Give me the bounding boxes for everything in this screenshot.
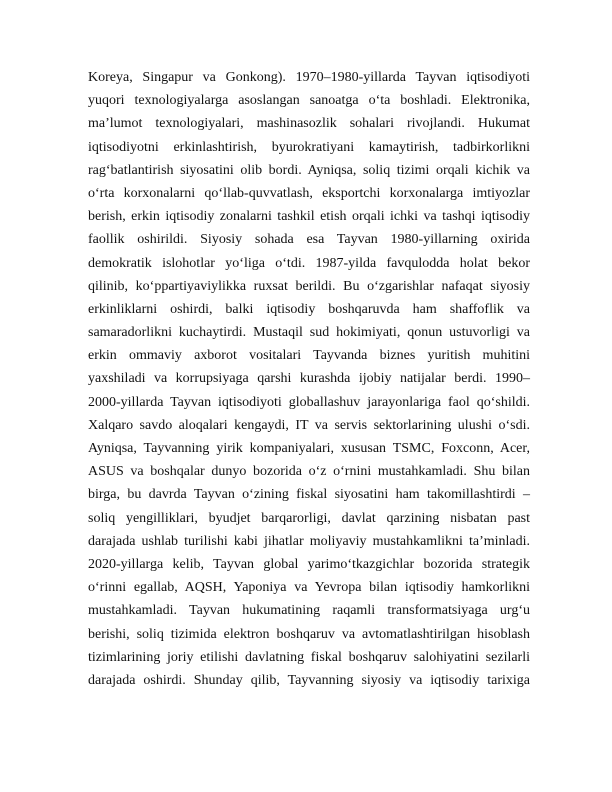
text-line: berish, erkin iqtisodiy zonalarni tashkil etish orqali ichki va tashqi iqtisodiy bbox=[88, 209, 530, 225]
text-line: samaradorlikni kuchaytirdi. Mustaqil sud hokimiyati, qonun ustuvorligi va bbox=[88, 325, 530, 341]
text-line: o‘rinni egallab, AQSH, Yaponiya va Yevropa bilan iqtisodiy hamkorlikni bbox=[88, 580, 530, 596]
text-line: demokratik islohotlar yo‘liga o‘tdi. 1987-yilda favqulodda holat bekor bbox=[88, 255, 530, 271]
text-line: tizimlarining joriy etilishi davlatning fiskal boshqaruv salohiyatini sezilarli bbox=[88, 649, 530, 665]
text-line: rag‘batlantirish siyosatini olib bordi. Ayniqsa, soliq tizimi orqali kichik va bbox=[88, 162, 530, 178]
text-line: qilinib, ko‘ppartiyaviylikka ruxsat berildi. Bu o‘zgarishlar nafaqat siyosiy bbox=[88, 278, 530, 294]
text-line: yaxshiladi va korrupsiyaga qarshi kurashda ijobiy natijalar berdi. 1990– bbox=[88, 371, 530, 387]
text-line: Koreya, Singapur va Gonkong). 1970–1980-yillarda Tayvan iqtisodiyoti bbox=[88, 70, 530, 85]
text-line: darajada oshirdi. Shunday qilib, Tayvanning siyosiy va iqtisodiy tarixiga bbox=[88, 672, 530, 688]
text-line: darajada ushlab turilishi kabi jihatlar moliyaviy mustahkamlikni ta’minladi. bbox=[88, 533, 530, 549]
text-line: erkinliklarni oshirdi, balki iqtisodiy boshqaruvda ham shaffoflik va bbox=[88, 301, 530, 317]
text-line: faollik oshirildi. Siyosiy sohada esa Tayvan 1980-yillarning oxirida bbox=[88, 232, 530, 248]
text-line: ASUS va boshqalar dunyo bozorida o‘z o‘rnini mustahkamladi. Shu bilan bbox=[88, 464, 530, 480]
text-line: iqtisodiyotni erkinlashtirish, byurokratiyani kamaytirish, tadbirkorlikni bbox=[88, 139, 530, 155]
text-line: Xalqaro savdo aloqalari kengaydi, IT va servis sektorlarining ulushi o‘sdi. bbox=[88, 417, 530, 433]
text-line: yuqori texnologiyalarga asoslangan sanoatga o‘ta boshladi. Elektronika, bbox=[88, 93, 530, 109]
text-line: Ayniqsa, Tayvanning yirik kompaniyalari, xususan TSMC, Foxconn, Acer, bbox=[88, 441, 530, 456]
text-line: ma’lumot texnologiyalari, mashinasozlik sohalari rivojlandi. Hukumat bbox=[88, 116, 530, 132]
text-line: erkin ommaviy axborot vositalari Tayvanda biznes yuritish muhitini bbox=[88, 348, 530, 364]
body-text bbox=[88, 66, 530, 692]
text-line: o‘rta korxonalarni qo‘llab-quvvatlash, eksportchi korxonalarga imtiyozlar bbox=[88, 185, 530, 201]
text-line: berishi, soliq tizimida elektron boshqaruv va avtomatlashtirilgan hisoblash bbox=[88, 626, 530, 642]
text-line: 2000-yillarda Tayvan iqtisodiyoti globallashuv jarayonlariga faol qo‘shildi. bbox=[88, 394, 530, 410]
text-line: 2020-yillarga kelib, Tayvan global yarimo‘tkazgichlar bozorida strategik bbox=[88, 556, 530, 572]
text-line: soliq yengilliklari, byudjet barqarorligi, davlat qarzining nisbatan past bbox=[88, 510, 530, 526]
text-line: birga, bu davrda Tayvan o‘zining fiskal siyosatini ham takomillashtirdi – bbox=[88, 487, 530, 503]
text-line: mustahkamladi. Tayvan hukumatining raqamli transformatsiyaga urg‘u bbox=[88, 603, 530, 619]
